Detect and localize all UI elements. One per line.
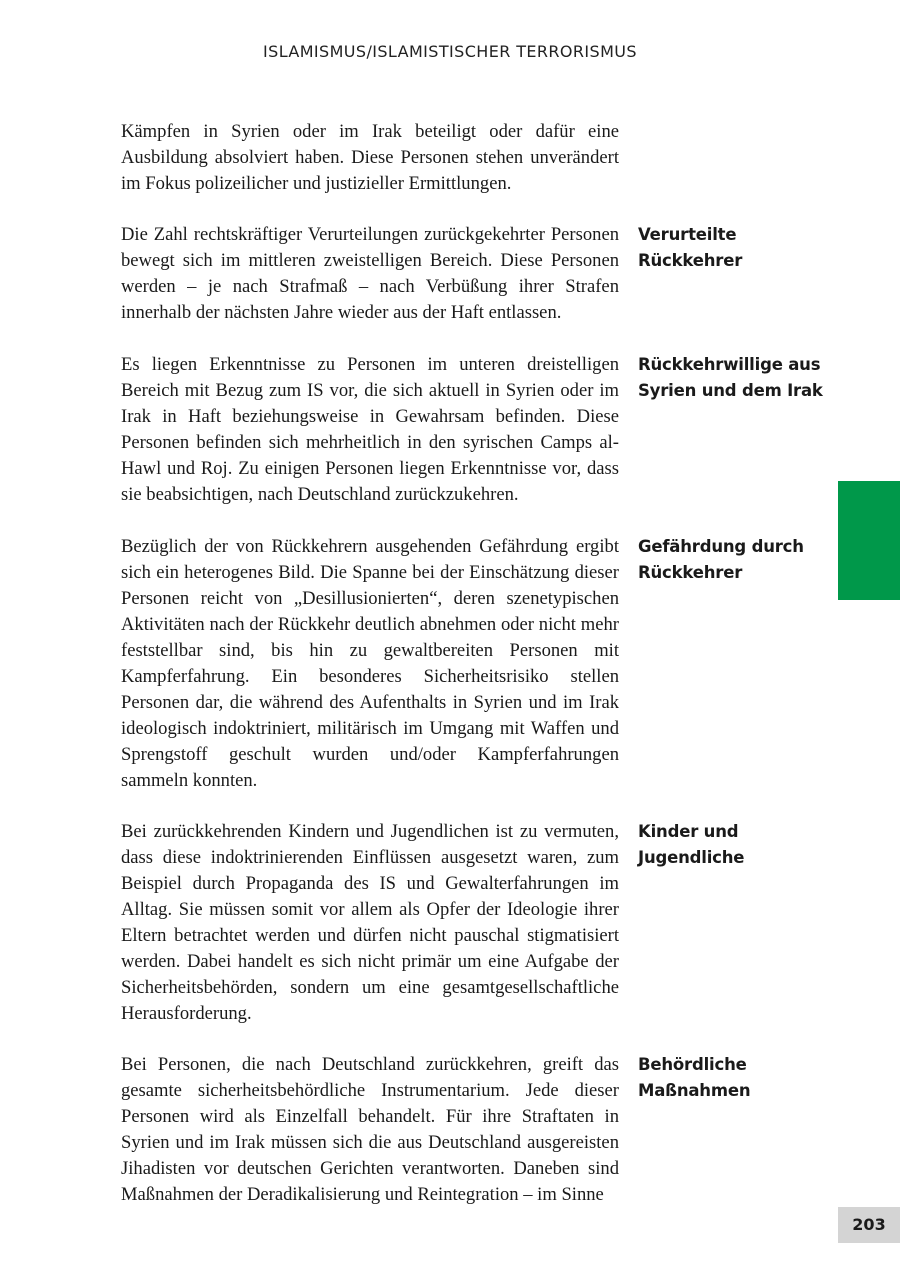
margin-heading: Verurteilte Rückkehrer bbox=[638, 225, 743, 270]
running-header: ISLAMISMUS/ISLAMISTISCHER TERRORISMUS bbox=[263, 42, 637, 61]
body-paragraph: Bei zurückkehrenden Kindern und Jugendlichen ist zu vermuten, dass diese indoktrinierenden Einflüssen ausgesetzt waren, zum Beispiel durch Propaganda des IS und Gewalterfahrungen im Alltag. Sie müssen somit vor allem als Opfer der Ideologie ihrer Eltern betrachtet werden und dürfen nicht pauschal stigmatisiert werden. Dabei handelt es sich nicht primär um eine Aufgabe der Sicherheitsbehörden, sondern um eine gesamtgesellschaftliche Herausforderung. bbox=[121, 821, 619, 1024]
body-paragraph: Kämpfen in Syrien oder im Irak beteiligt oder dafür eine Ausbildung absolviert haben. Diese Personen stehen unverändert im Fokus polizeilicher und justizieller Ermittlungen. bbox=[121, 121, 619, 194]
margin-heading: Gefährdung durch Rückkehrer bbox=[638, 537, 804, 582]
section-verurteilte-rueckkehrer bbox=[121, 222, 841, 326]
body-paragraph: Die Zahl rechtskräftiger Verurteilungen zurückgekehrter Personen bewegt sich im mittleren zweistelligen Bereich. Diese Personen werden – je nach Strafmaß – nach Verbüßung ihrer Strafen innerhalb der nächsten Jahre wieder aus der Haft entlassen. bbox=[121, 224, 619, 323]
section-intro bbox=[121, 119, 841, 197]
section-behoerdliche-massnahmen bbox=[121, 1052, 841, 1208]
body-paragraph: Es liegen Erkenntnisse zu Personen im unteren dreistelligen Bereich mit Bezug zum IS vor, die sich aktuell in Syrien oder im Irak in Haft beziehungsweise in Gewahrsam befinden. Diese Personen befinden sich mehrheitlich in den syrischen Camps al-Hawl und Roj. Zu einigen Personen liegen Erkenntnisse vor, dass sie beabsichtigen, nach Deutschland zurückzukehren. bbox=[121, 354, 619, 505]
body-paragraph: Bezüglich der von Rückkehrern ausgehenden Gefährdung ergibt sich ein heterogenes Bild. Die Spanne bei der Einschätzung dieser Personen reicht von „Desillusionierten“, deren szenetypischen Aktivitäten nach der Rückkehr deutlich abnehmen oder nicht mehr feststellbar sind, bis hin zu gewaltbereiten Personen mit Kampferfahrung. Ein besonderes Sicherheitsrisiko stellen Personen dar, die während des Aufenthalts in Syrien und im Irak ideologisch indoktriniert, militärisch im Umgang mit Waffen und Sprengstoff geschult wurden und/oder Kampferfahrungen sammeln konnten. bbox=[121, 536, 619, 791]
chapter-tab-marker bbox=[838, 481, 900, 600]
section-rueckkehrwillige bbox=[121, 352, 841, 508]
section-kinder-jugendliche bbox=[121, 819, 841, 1027]
margin-heading: Kinder und Jugendliche bbox=[638, 822, 745, 867]
section-gefaehrdung bbox=[121, 534, 841, 794]
body-paragraph: Bei Personen, die nach Deutschland zurückkehren, greift das gesamte sicherheitsbehördliche Instrumentarium. Jede dieser Personen wird als Einzelfall behandelt. Für ihre Straftaten in Syrien und im Irak müssen sich die aus Deutschland ausgereisten Jihadisten vor deutschen Gerichten verantworten. Daneben sind Maßnahmen der Deradikalisierung und Reintegration – im Sinne bbox=[121, 1054, 619, 1205]
page-number: 203 bbox=[838, 1207, 900, 1243]
margin-heading: Behördliche Maßnahmen bbox=[638, 1055, 751, 1100]
margin-heading: Rückkehrwillige aus Syrien und dem Irak bbox=[638, 355, 823, 400]
